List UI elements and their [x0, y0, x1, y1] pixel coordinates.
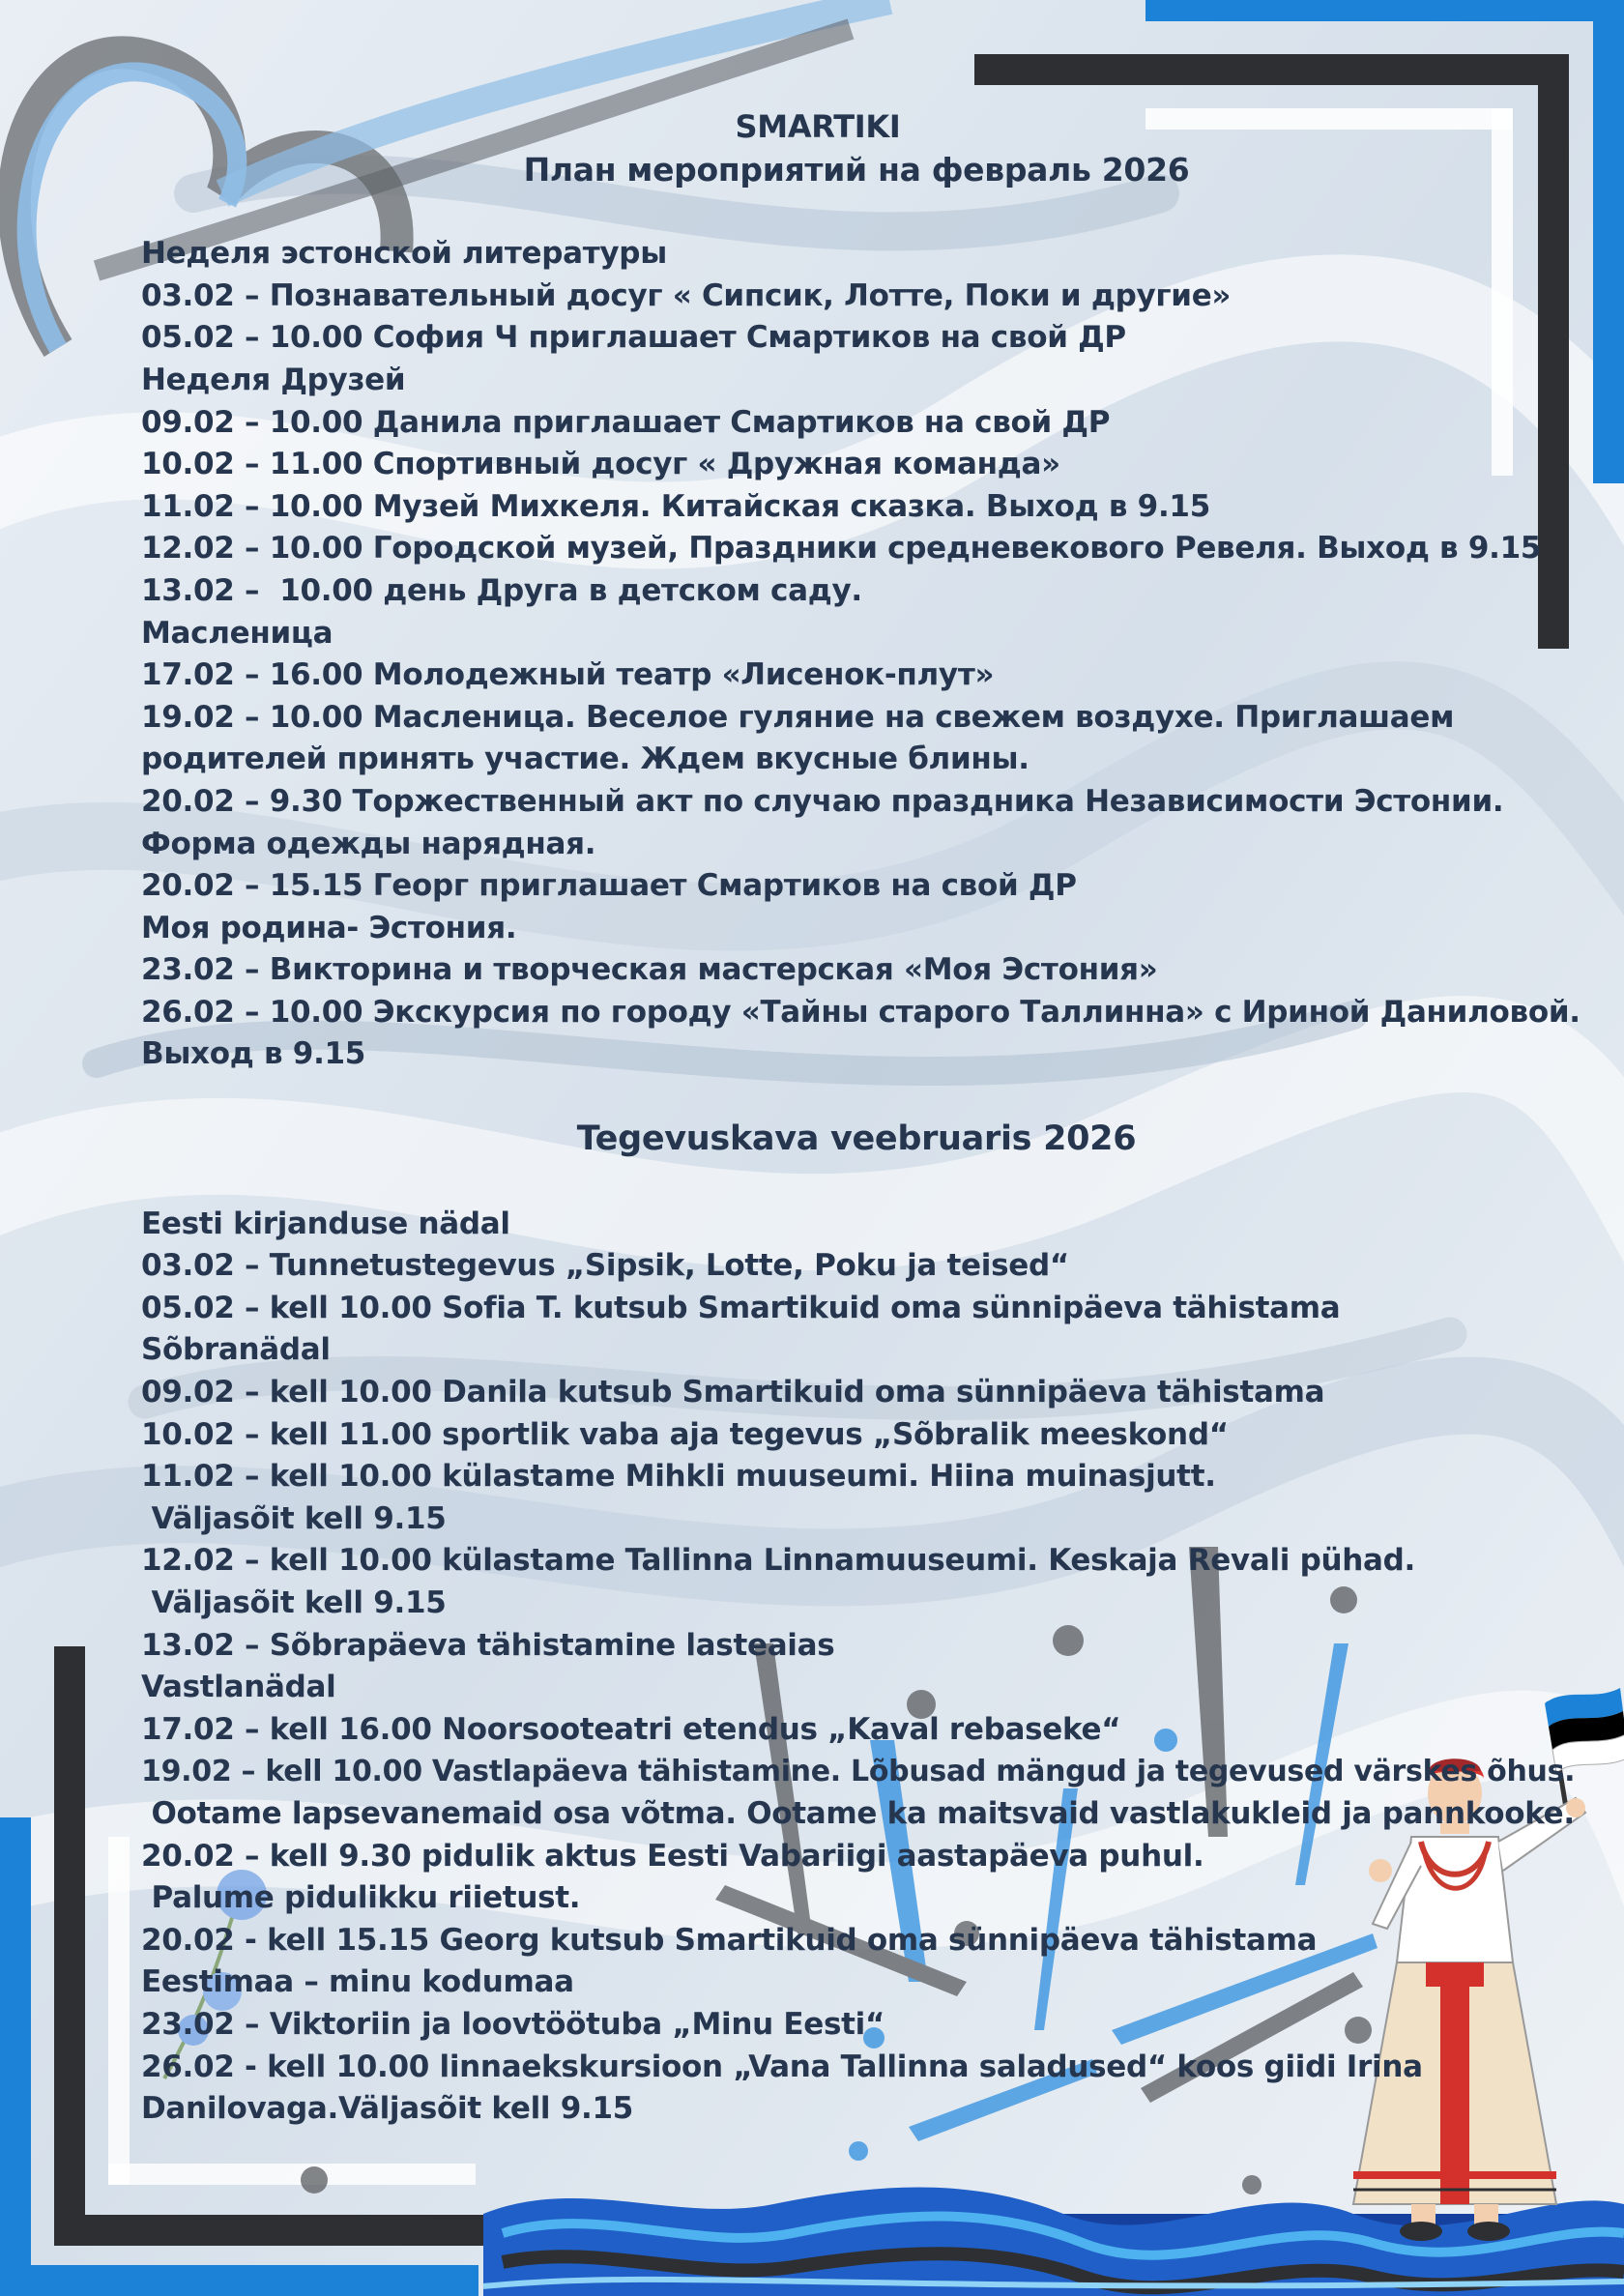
schedule-line: 12.02 – 10.00 Городской музей, Праздники средневекового Ревеля. Выход в 9.15: [141, 531, 1542, 567]
schedule-line: 03.02 – Познавательный досуг « Сипсик, Лотте, Поки и другие»: [141, 277, 1232, 313]
schedule-line: Danilovaga.Väljasõit kell 9.15: [141, 2091, 633, 2127]
schedule-line: 09.02 – kell 10.00 Danila kutsub Smartikuid oma sünnipäeva tähistama: [141, 1375, 1325, 1410]
schedule-line: Моя родина- Эстония.: [141, 910, 517, 945]
schedule-line: 05.02 – kell 10.00 Sofia T. kutsub Smartikuid oma sünnipäeva tähistama: [141, 1290, 1341, 1325]
schedule-line: Eestimaa – minu kodumaa: [141, 1964, 574, 2000]
schedule-line: Vastlanädal: [141, 1670, 336, 1705]
schedule-line: родителей принять участие. Ждем вкусные блины.: [141, 741, 1030, 777]
event-plan: [141, 106, 1591, 2131]
estonian-section-title: Tegevuskava veebruaris 2026: [576, 1119, 1137, 1159]
schedule-line: Форма одежды нарядная.: [141, 826, 596, 861]
schedule-line: 12.02 – kell 10.00 külastame Tallinna Linnamuuseumi. Keskaja Revali pühad.: [141, 1543, 1416, 1579]
schedule-line: Выход в 9.15: [141, 1036, 366, 1072]
schedule-line: 20.02 – kell 9.30 pidulik aktus Eesti Vabariigi aastapäeva puhul.: [141, 1838, 1204, 1874]
schedule-line: 11.02 – 10.00 Музей Михкеля. Китайская сказка. Выход в 9.15: [141, 488, 1210, 524]
schedule-line: 23.02 – Викторина и творческая мастерская «Моя Эстония»: [141, 952, 1158, 988]
schedule-line: Sõbranädal: [141, 1332, 331, 1368]
schedule-line: 17.02 – kell 16.00 Noorsooteatri etendus „Kaval rebaseke“: [141, 1711, 1121, 1747]
schedule-line: 09.02 – 10.00 Данила приглашает Смартиков на свой ДР: [141, 404, 1111, 440]
schedule-line: 13.02 – Sõbrapäeva tähistamine lasteaias: [141, 1627, 835, 1663]
schedule-line: Масленица: [141, 615, 334, 651]
schedule-line: 17.02 – 16.00 Молодежный театр «Лисенок-плут»: [141, 657, 995, 693]
schedule-line: 26.02 – 10.00 Экскурсия по городу «Тайны старого Таллинна» с Ириной Даниловой.: [141, 994, 1580, 1030]
schedule-line: 20.02 – 9.30 Торжественный акт по случаю праздника Независимости Эстонии.: [141, 783, 1504, 819]
russian-schedule: [141, 233, 1591, 1076]
schedule-line: 23.02 – Viktoriin ja loovtöötuba „Minu Eesti“: [141, 2006, 885, 2042]
estonian-schedule: [141, 1204, 1591, 2131]
schedule-line: Eesti kirjanduse nädal: [141, 1206, 510, 1241]
page-title: SMARTIKI: [735, 108, 901, 145]
schedule-line: 10.02 – 11.00 Спортивный досуг « Дружная команда»: [141, 447, 1060, 482]
schedule-line: Väljasõit kell 9.15: [141, 1500, 447, 1536]
schedule-line: 20.02 - kell 15.15 Georg kutsub Smartikuid oma sünnipäeva tähistama: [141, 1922, 1318, 1958]
schedule-line: 05.02 – 10.00 София Ч приглашает Смартиков на свой ДР: [141, 320, 1126, 356]
schedule-line: 26.02 - kell 10.00 linnaekskursioon „Vana Tallinna saladused“ koos giidi Irina: [141, 2049, 1423, 2084]
schedule-line: Väljasõit kell 9.15: [141, 1585, 447, 1620]
page-subtitle: План мероприятий на февраль 2026: [523, 150, 1190, 189]
schedule-line: 19.02 – kell 10.00 Vastlapäeva tähistamine. Lõbusad mängud ja tegevused värskes õhus.: [141, 1755, 1576, 1789]
schedule-line: 10.02 – kell 11.00 sportlik vaba aja tegevus „Sõbralik meeskond“: [141, 1416, 1229, 1452]
schedule-line: Неделя эстонской литературы: [141, 236, 667, 272]
schedule-line: 11.02 – kell 10.00 külastame Mihkli muuseumi. Hiina muinasjutt.: [141, 1459, 1216, 1495]
schedule-line: 03.02 – Tunnetustegevus „Sipsik, Lotte, Poku ja teised“: [141, 1248, 1069, 1284]
schedule-line: 19.02 – 10.00 Масленица. Веселое гуляние на свежем воздухе. Приглашаем: [141, 699, 1455, 735]
schedule-line: Ootame lapsevanemaid osa võtma. Ootame ka maitsvaid vastlakukleid ja pannkooke.: [141, 1795, 1575, 1831]
schedule-line: Palume pidulikku riietust.: [141, 1880, 581, 1916]
schedule-line: Неделя Друзей: [141, 362, 406, 397]
schedule-line: 20.02 – 15.15 Георг приглашает Смартиков на свой ДР: [141, 868, 1077, 904]
schedule-line: 13.02 – 10.00 день Друга в детском саду.: [141, 572, 862, 608]
